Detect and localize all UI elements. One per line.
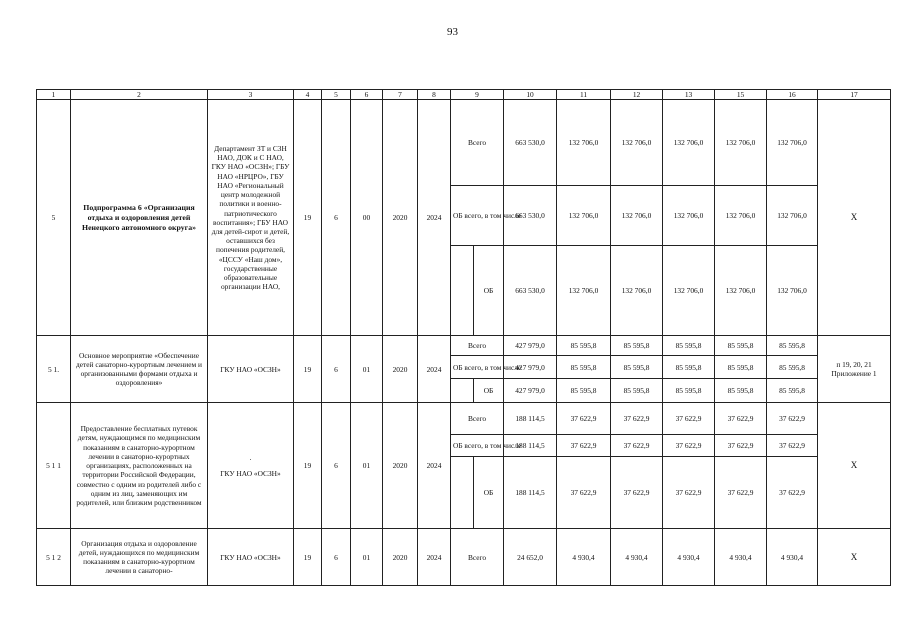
row-code: 5 <box>37 100 71 336</box>
amount-year: 37 622,9 <box>715 435 767 457</box>
amount-year: 85 595,8 <box>557 336 611 356</box>
row-note: X <box>818 403 891 529</box>
table-row <box>37 336 891 356</box>
col-number: 4 <box>294 90 322 100</box>
row-col6: 01 <box>351 403 383 529</box>
row-end-year: 2024 <box>418 336 451 403</box>
amount-year: 37 622,9 <box>663 457 715 529</box>
amount-year: 85 595,8 <box>715 356 767 379</box>
col-number: 9 <box>451 90 504 100</box>
row-col5: 6 <box>322 336 351 403</box>
funding-source: ОБ <box>474 246 504 336</box>
row-col4: 19 <box>294 403 322 529</box>
col-number: 3 <box>208 90 294 100</box>
amount-total: 427 979,0 <box>504 379 557 403</box>
amount-year: 132 706,0 <box>715 100 767 186</box>
row-code: 5 1 1 <box>37 403 71 529</box>
row-start-year: 2020 <box>383 529 418 586</box>
amount-year: 85 595,8 <box>767 379 818 403</box>
amount-year: 4 930,4 <box>557 529 611 586</box>
row-note: X <box>818 529 891 586</box>
page-number: 93 <box>447 26 458 38</box>
amount-total: 427 979,0 <box>504 356 557 379</box>
amount-year: 132 706,0 <box>767 186 818 246</box>
funding-source: ОБ <box>474 457 504 529</box>
row-note: X <box>818 100 891 336</box>
amount-year: 4 930,4 <box>767 529 818 586</box>
amount-year: 132 706,0 <box>557 246 611 336</box>
table-row <box>37 529 891 586</box>
amount-year: 4 930,4 <box>663 529 715 586</box>
col-number: 6 <box>351 90 383 100</box>
row-end-year: 2024 <box>418 403 451 529</box>
funding-source: ОБ всего, в том числе <box>451 435 504 457</box>
row-end-year: 2024 <box>418 100 451 336</box>
amount-year: 85 595,8 <box>663 379 715 403</box>
funding-source: Всего <box>451 100 504 186</box>
amount-year: 132 706,0 <box>663 186 715 246</box>
amount-year: 85 595,8 <box>611 336 663 356</box>
row-note: п 19, 20, 21 Приложение 1 <box>818 336 891 403</box>
amount-year: 132 706,0 <box>557 100 611 186</box>
funding-source: Всего <box>451 529 504 586</box>
amount-total: 188 114,5 <box>504 457 557 529</box>
amount-year: 132 706,0 <box>715 246 767 336</box>
amount-year: 132 706,0 <box>611 186 663 246</box>
col-number: 17 <box>818 90 891 100</box>
amount-year: 4 930,4 <box>611 529 663 586</box>
amount-year: 37 622,9 <box>557 457 611 529</box>
table-row <box>37 403 891 435</box>
amount-year: 37 622,9 <box>611 403 663 435</box>
amount-year: 37 622,9 <box>767 457 818 529</box>
row-col4: 19 <box>294 336 322 403</box>
amount-year: 85 595,8 <box>611 356 663 379</box>
row-mark: . <box>249 453 252 463</box>
amount-year: 85 595,8 <box>767 336 818 356</box>
amount-year: 85 595,8 <box>663 336 715 356</box>
amount-total: 663 530,0 <box>504 100 557 186</box>
row-executor-label: ГКУ НАО «ОСЗН» <box>220 469 281 479</box>
amount-year: 132 706,0 <box>611 100 663 186</box>
program-budget-table <box>36 89 891 586</box>
row-col4: 19 <box>294 529 322 586</box>
col-number: 11 <box>557 90 611 100</box>
row-start-year: 2020 <box>383 100 418 336</box>
amount-year: 85 595,8 <box>557 356 611 379</box>
amount-year: 4 930,4 <box>715 529 767 586</box>
amount-year: 37 622,9 <box>611 435 663 457</box>
row-executor: Департамент ЗТ и СЗН НАО, ДОК и С НАО, ГКУ НАО «ОСЗН»; ГБУ НАО «НРЦРО», ГБУ НАО «Региональный центр молодежной политики и военно-патриотического воспитания»; ГБУ НАО для детей-сирот и детей, оставшихся без попечения родителей, «ЦССУ «Наш дом», государственные образовательные организации НАО, <box>208 100 294 336</box>
amount-year: 37 622,9 <box>767 435 818 457</box>
amount-total: 663 530,0 <box>504 186 557 246</box>
amount-total: 663 530,0 <box>504 246 557 336</box>
amount-year: 37 622,9 <box>557 403 611 435</box>
col-number: 12 <box>611 90 663 100</box>
row-code: 5 1. <box>37 336 71 403</box>
amount-year: 37 622,9 <box>767 403 818 435</box>
amount-year: 132 706,0 <box>663 100 715 186</box>
col-number: 15 <box>715 90 767 100</box>
col-number: 16 <box>767 90 818 100</box>
row-end-year: 2024 <box>418 529 451 586</box>
col-number: 8 <box>418 90 451 100</box>
col-number: 2 <box>71 90 208 100</box>
amount-year: 85 595,8 <box>715 336 767 356</box>
col-number: 7 <box>383 90 418 100</box>
amount-year: 85 595,8 <box>557 379 611 403</box>
row-start-year: 2020 <box>383 403 418 529</box>
row-name: Предоставление бесплатных путевок детям, нуждающимся по медицинским показаниям в санаторно-курортном лечении в санаторно-курортных организациях, расположенных на территории Российской Федерации, совместно с одним из родителей либо с одним из лиц, заменяющих им родителей, или близким родственником <box>71 403 208 529</box>
table-row <box>37 100 891 186</box>
row-col5: 6 <box>322 529 351 586</box>
indent-cell <box>451 246 474 336</box>
row-start-year: 2020 <box>383 336 418 403</box>
row-col5: 6 <box>322 100 351 336</box>
row-col6: 01 <box>351 336 383 403</box>
amount-year: 132 706,0 <box>715 186 767 246</box>
col-number: 10 <box>504 90 557 100</box>
amount-year: 85 595,8 <box>611 379 663 403</box>
amount-year: 132 706,0 <box>767 246 818 336</box>
amount-year: 132 706,0 <box>663 246 715 336</box>
col-number: 1 <box>37 90 71 100</box>
indent-cell <box>451 457 474 529</box>
amount-total: 188 114,5 <box>504 435 557 457</box>
amount-year: 85 595,8 <box>663 356 715 379</box>
row-col6: 00 <box>351 100 383 336</box>
amount-total: 427 979,0 <box>504 336 557 356</box>
row-executor <box>208 403 294 529</box>
indent-cell <box>451 379 474 403</box>
funding-source: ОБ всего, в том числе <box>451 186 504 246</box>
funding-source: Всего <box>451 336 504 356</box>
row-col6: 01 <box>351 529 383 586</box>
row-name: Организация отдыха и оздоровление детей, нуждающихся по медицинским показаниям в санаторно-курортном лечении в санаторно- <box>71 529 208 586</box>
amount-total: 24 652,0 <box>504 529 557 586</box>
amount-year: 132 706,0 <box>557 186 611 246</box>
row-name: Основное мероприятие «Обеспечение детей санаторно-курортным лечением и организованными формами отдыха и оздоровления» <box>71 336 208 403</box>
row-code: 5 1 2 <box>37 529 71 586</box>
funding-source: Всего <box>451 403 504 435</box>
amount-year: 37 622,9 <box>611 457 663 529</box>
amount-year: 37 622,9 <box>663 435 715 457</box>
amount-total: 188 114,5 <box>504 403 557 435</box>
amount-year: 37 622,9 <box>557 435 611 457</box>
row-executor: ГКУ НАО «ОСЗН» <box>208 529 294 586</box>
amount-year: 37 622,9 <box>715 457 767 529</box>
amount-year: 132 706,0 <box>611 246 663 336</box>
funding-source: ОБ <box>474 379 504 403</box>
row-executor: ГКУ НАО «ОСЗН» <box>208 336 294 403</box>
amount-year: 37 622,9 <box>663 403 715 435</box>
row-name: Подпрограмма 6 «Организация отдыха и оздоровления детей Ненецкого автономного округа» <box>71 100 208 336</box>
col-number: 5 <box>322 90 351 100</box>
column-number-row <box>37 90 891 100</box>
amount-year: 85 595,8 <box>767 356 818 379</box>
row-col4: 19 <box>294 100 322 336</box>
col-number: 13 <box>663 90 715 100</box>
row-col5: 6 <box>322 403 351 529</box>
amount-year: 37 622,9 <box>715 403 767 435</box>
amount-year: 132 706,0 <box>767 100 818 186</box>
amount-year: 85 595,8 <box>715 379 767 403</box>
funding-source: ОБ всего, в том числе <box>451 356 504 379</box>
